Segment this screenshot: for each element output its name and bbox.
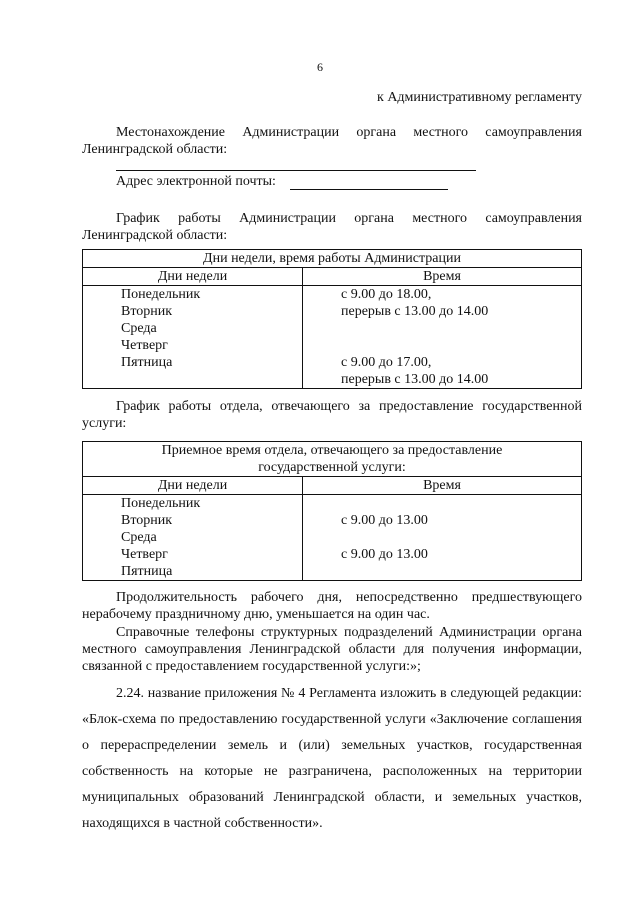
admin-day: Четверг	[121, 338, 168, 353]
location-fill-line	[116, 170, 476, 171]
regulation-reference: к Административному регламенту	[377, 90, 582, 105]
admin-day: Пятница	[121, 355, 173, 370]
department-days-cell	[83, 495, 303, 581]
admin-time: с 9.00 до 17.00,	[341, 355, 432, 370]
admin-schedule-table	[82, 249, 582, 389]
department-time: с 9.00 до 13.00	[341, 547, 428, 562]
department-title-line: Приемное время отдела, отвечающего за предоставление	[161, 443, 503, 458]
department-time	[341, 529, 581, 546]
admin-day: Понедельник	[121, 287, 201, 302]
page-number: 6	[317, 60, 323, 74]
admin-days-cell	[83, 286, 303, 389]
admin-day: Вторник	[121, 304, 173, 319]
department-time: с 9.00 до 13.00	[341, 513, 428, 528]
admin-time: перерыв с 13.00 до 14.00	[341, 372, 489, 387]
admin-schedule-title: Дни недели, время работы Администрации	[83, 250, 582, 268]
admin-col-time: Время	[303, 268, 582, 286]
department-col-days: Дни недели	[83, 477, 303, 495]
department-day: Среда	[121, 530, 157, 545]
department-schedule-table	[82, 441, 582, 581]
department-day: Вторник	[121, 513, 173, 528]
admin-time: перерыв с 13.00 до 14.00	[341, 304, 489, 319]
department-day: Пятница	[121, 564, 173, 579]
department-time	[341, 495, 581, 512]
department-schedule-title	[83, 442, 582, 477]
email-fill-line	[290, 189, 448, 190]
phones-paragraph: Справочные телефоны структурных подразделений Администрации органа местного самоуправления Ленинградской области для получения информации, связанной с предоставлением государственной услуги:»;	[82, 625, 582, 674]
email-label: Адрес электронной почты:	[116, 174, 276, 189]
schedule2-intro: График работы отдела, отвечающего за предоставление государственной услуги:	[82, 399, 582, 431]
location-paragraph: Местонахождение Администрации органа местного самоуправления Ленинградской области:	[82, 125, 582, 157]
department-day: Понедельник	[121, 496, 201, 511]
admin-times-cell	[303, 286, 582, 389]
department-times-cell	[303, 495, 582, 581]
admin-col-days: Дни недели	[83, 268, 303, 286]
working-day-note: Продолжительность рабочего дня, непосредственно предшествующего нерабочему праздничному дню, уменьшается на один час.	[82, 590, 582, 622]
amendment-paragraph: 2.24. название приложения № 4 Регламента изложить в следующей редакции: «Блок-схема по предоставлению государственной услуги «Заключение соглашения о перераспределении земель и (или) земельных участков, государственная собственность на которые не разграничена, расположенных на территории муниципальных образований Ленинградской области, и земельных участков, находящихся в частной собственности».	[82, 686, 582, 831]
department-day: Четверг	[121, 547, 168, 562]
admin-time	[341, 337, 581, 354]
department-time	[341, 563, 581, 580]
department-title-line: государственной услуги:	[258, 460, 406, 475]
admin-time	[341, 320, 581, 337]
schedule1-intro: График работы Администрации органа местного самоуправления Ленинградской области:	[82, 211, 582, 243]
admin-time: с 9.00 до 18.00,	[341, 287, 432, 302]
admin-day: Среда	[121, 321, 157, 336]
department-col-time: Время	[303, 477, 582, 495]
